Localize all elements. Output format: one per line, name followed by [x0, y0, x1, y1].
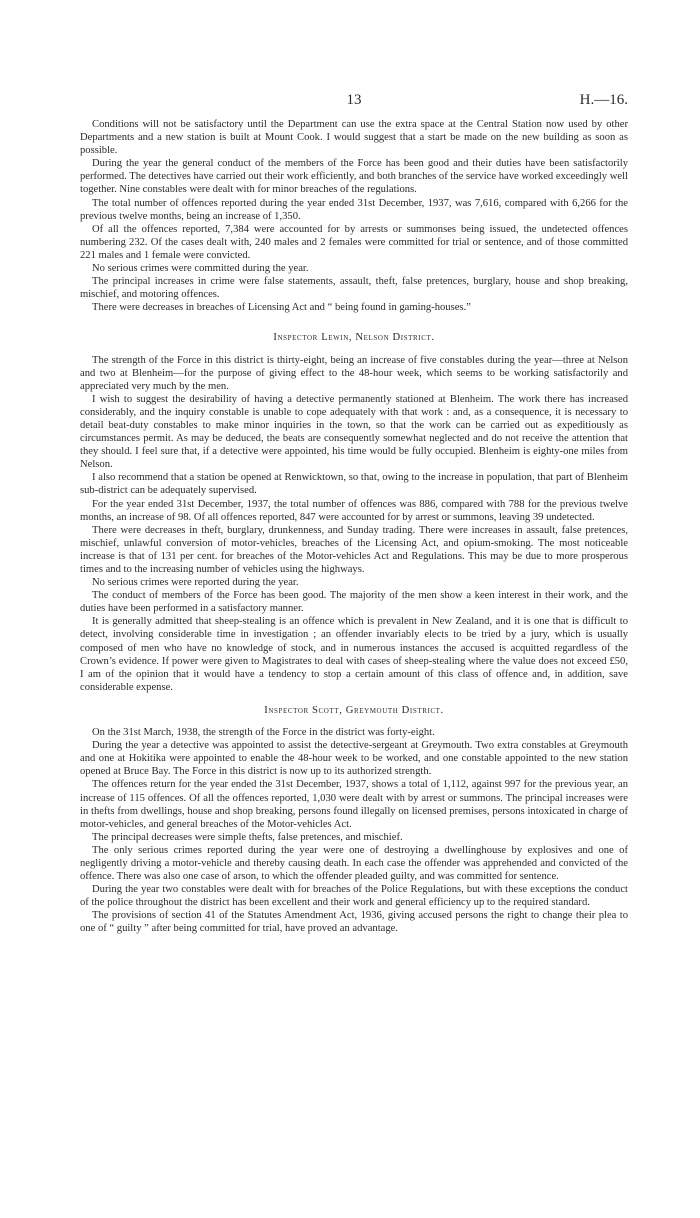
paragraph: The provisions of section 41 of the Statutes Amendment Act, 1936, giving accused persons the right to change their plea to one of “ guilty ” after being committed for trial, have proved an advantage.: [80, 910, 628, 935]
paragraph: On the 31st March, 1938, the strength of the Force in the district was forty-eight.: [92, 727, 435, 739]
page-number: 13: [346, 92, 362, 108]
document-page: [80, 92, 628, 936]
paragraph: No serious crimes were reported during the year.: [92, 577, 299, 589]
paragraph: Of all the offences reported, 7,384 were accounted for by arrests or summonses being issued, the undetected offences numbering 232. Of the cases dealt with, 240 males and 2 females were committed for trial or sentence, and of those committed 221 males and 1 female were convicted.: [80, 223, 628, 261]
paragraph: The principal increases in crime were false statements, assault, theft, false pretences, burglary, house and shop breaking, mischief, and motoring offences.: [80, 276, 628, 301]
paragraph: During the year the general conduct of the members of the Force has been good and their duties have been satisfactorily performed. The detectives have carried out their work efficiently, and both branches of the service have worked exceedingly well together. Nine constables were dealt with for minor breaches of the regulations.: [80, 158, 628, 196]
paragraph: The only serious crimes reported during the year were one of destroying a dwellinghouse by explosives and one of negligently driving a motor-vehicle and thereby causing death. In each case the offender was apprehended and convicted of the offence. There was also one case of arson, to which the offender pleaded guilty, and was committed for sentence.: [80, 844, 628, 883]
paragraph: The offences return for the year ended the 31st December, 1937, shows a total of 1,112, against 997 for the previous year, an increase of 115 offences. Of all the offences reported, 1,030 were dealt with by arrest or summons. The principal increases were in thefts from dwellings, house and shop breaking, persons found illegally on licensed premises, persons intoxicated in charge of motor-vehicles, and general breaches of the Motor-vehicles Act.: [80, 779, 628, 830]
paragraph: For the year ended 31st December, 1937, the total number of offences was 886, compared with 788 for the previous twelve months, an increase of 98. Of all offences reported, 847 were accounted for by arrest or summons, leaving 39 undetected.: [80, 498, 628, 523]
nelson-section: [80, 354, 628, 694]
paragraph: The strength of the Force in this district is thirty-eight, being an increase of five constables during the year—three at Nelson and two at Blenheim—for the purpose of giving effect to the 48-hour week, which seems to be working satisfactorily and appreciated very much by the men.: [80, 354, 628, 392]
paragraph: The principal decreases were simple thefts, false pretences, and mischief.: [92, 831, 403, 843]
paragraph: During the year a detective was appointed to assist the detective-sergeant at Greymouth. Two extra constables at Greymouth and one at Hokitika were appointed to enable the 48-hour week to be worked, and one constable appointed to the new station opened at Bruce Bay. The Force in this district is now up to its authorized strength.: [80, 740, 628, 778]
section-heading-nelson: Inspector Lewin, Nelson District.: [273, 332, 435, 344]
page-header: [80, 92, 628, 118]
paragraph: The total number of offences reported during the year ended 31st December, 1937, was 7,616, compared with 6,266 for the previous twelve months, being an increase of 1,350.: [80, 197, 628, 222]
paragraph: Conditions will not be satisfactory until the Department can use the extra space at the Central Station now used by other Departments and a new station is built at Mount Cook. I would suggest that a start be made on the new building as soon as possible.: [80, 119, 628, 157]
paragraph: The conduct of members of the Force has been good. The majority of the men show a keen interest in their work, and the duties have been performed in a satisfactory manner.: [80, 590, 628, 615]
paragraph: There were decreases in breaches of Licensing Act and “ being found in gaming-houses.”: [92, 302, 471, 314]
intro-section: [80, 118, 628, 314]
document-reference: H.—16.: [579, 92, 628, 108]
paragraph: No serious crimes were committed during the year.: [92, 263, 309, 275]
paragraph: I wish to suggest the desirability of having a detective permanently stationed at Blenheim. The work there has increased considerably, and the inquiry constable is unable to cope adequately with that work : and, as a consequence, it is necessary to detail beat-duty constables to make minor inquiries in the town, so that the work can be carried out as expeditiously as circumstances permit. As may be deduced, the beats are consequently somewhat neglected and do not receive the attention that they should. I feel sure that, if a detective were appointed, his time would be fully occupied. Blenheim is eighty-one miles from Nelson.: [80, 393, 628, 471]
paragraph: It is generally admitted that sheep-stealing is an offence which is prevalent in New Zealand, and it is one that is difficult to detect, involving considerable time in investigation ; an offender invariably elects to be tried by a jury, which is usually composed of men who have no knowledge of stock, and in numerous instances the accused is acquitted regardless of the Crown’s evidence. If power were given to Magistrates to deal with cases of sheep-stealing where the value does not exceed £50, I am of the opinion that it would have a tendency to stop a certain amount of this class of offence and, in addition, save considerable expense.: [80, 616, 628, 693]
paragraph: I also recommend that a station be opened at Renwicktown, so that, owing to the increase in population, that part of Blenheim sub-district can be adequately supervised.: [80, 472, 628, 497]
paragraph: During the year two constables were dealt with for breaches of the Police Regulations, but with these exceptions the conduct of the police throughout the district has been excellent and their work and general efficiency up to the required standard.: [80, 884, 628, 909]
section-heading-greymouth: Inspector Scott, Greymouth District.: [264, 704, 444, 716]
greymouth-section: [80, 726, 628, 936]
paragraph: There were decreases in theft, burglary, drunkenness, and Sunday trading. There were increases in assault, false pretences, mischief, unlawful conversion of motor-vehicles, breaches of the Licensing Act, and opium-smoking. The most noticeable increase is that of 131 per cent. for breaches of the Motor-vehicles Act and Regulations. This may be due to more prosperous times and to the increasing number of vehicles using the highways.: [80, 524, 628, 575]
